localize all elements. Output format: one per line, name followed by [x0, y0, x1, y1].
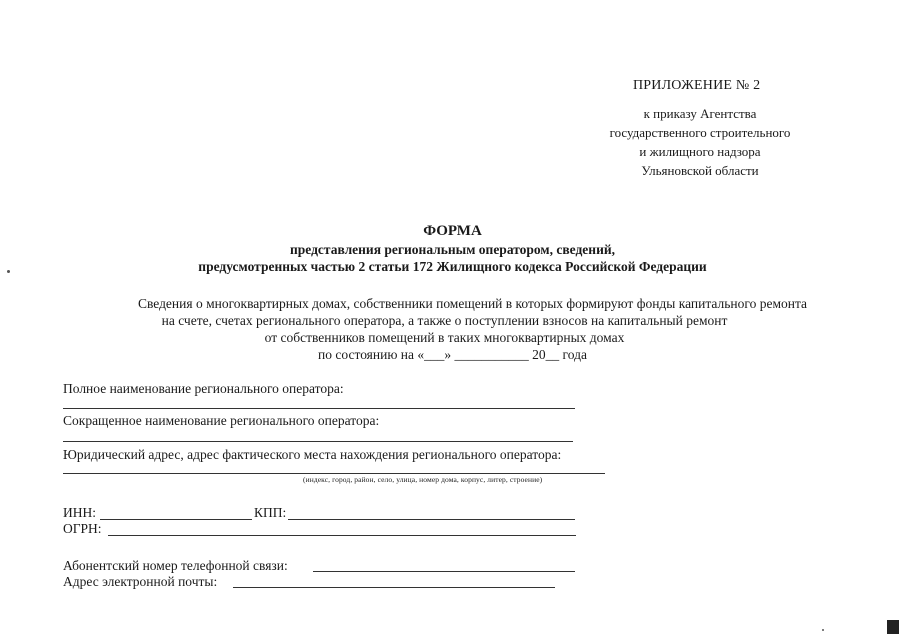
email-label: Адрес электронной почты:	[63, 574, 218, 589]
form-title: ФОРМА	[423, 223, 482, 239]
address-field[interactable]	[63, 473, 605, 474]
full-name-label: Полное наименование регионального оператора:	[63, 381, 344, 396]
address-hint: (индекс, город, район, село, улица, номер дома, корпус, литер, строение)	[303, 475, 543, 484]
ogrn-label: ОГРН:	[63, 521, 102, 536]
short-name-label: Сокращенное наименование регионального оператора:	[63, 413, 380, 428]
phone-field[interactable]	[313, 571, 575, 572]
description-line: на счете, счетах регионального оператора, а также о поступлении взносов на капитальный ремонт	[161, 313, 728, 328]
scan-speck	[7, 270, 10, 273]
order-line: к приказу Агентства	[643, 106, 757, 121]
order-line: государственного строительного	[609, 125, 791, 140]
form-subtitle-line: предусмотренных частью 2 статьи 172 Жилищного кодекса Российской Федерации	[198, 259, 707, 274]
form-subtitle-line: представления региональным оператором, сведений,	[290, 242, 615, 257]
order-line: Ульяновской области	[641, 163, 759, 178]
phone-label: Абонентский номер телефонной связи:	[63, 558, 288, 573]
order-line: и жилищного надзора	[639, 144, 761, 159]
description-line: Сведения о многоквартирных домах, собственники помещений в которых формируют фонды капитального ремонта	[137, 296, 808, 311]
kpp-field[interactable]	[288, 519, 575, 520]
kpp-label: КПП:	[254, 505, 287, 520]
scan-corner-mark	[887, 620, 899, 634]
description-line: от собственников помещений в таких многоквартирных домах	[264, 330, 625, 345]
appendix-number: ПРИЛОЖЕНИЕ № 2	[633, 78, 761, 93]
email-field[interactable]	[233, 587, 555, 588]
inn-label: ИНН:	[63, 505, 96, 520]
ogrn-field[interactable]	[108, 535, 576, 536]
short-name-field[interactable]	[63, 441, 573, 442]
report-date-line: по состоянию на «___» ___________ 20__ года	[318, 347, 587, 362]
full-name-field[interactable]	[63, 408, 575, 409]
address-label: Юридический адрес, адрес фактического места нахождения регионального оператора:	[63, 447, 562, 462]
scan-speck	[822, 629, 824, 631]
order-reference	[590, 104, 810, 180]
inn-field[interactable]	[100, 519, 252, 520]
